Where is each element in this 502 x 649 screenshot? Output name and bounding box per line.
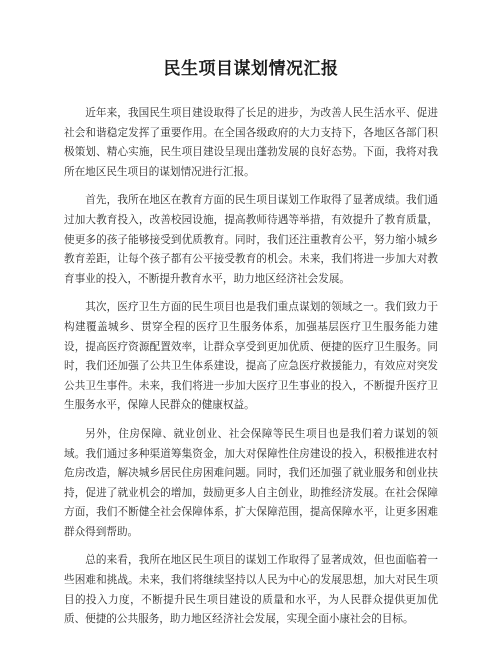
paragraph-intro: 近年来，我国民生项目建设取得了长足的进步，为改善人民生活水平、促进社会和谐稳定发挥了重要作用。在全国各级政府的大力支持下，各地区各部门积极策划、精心实施，民生项目建设呈现出蓬勃发展的良好态势。下面，我将对我所在地区民生项目的谋划情况进行汇报。 (64, 107, 438, 178)
paragraph-housing-employment: 另外，住房保障、就业创业、社会保障等民生项目也是我们着力谋划的领域。我们通过多种渠道筹集资金，加大对保障性住房建设的投入，积极推进农村危房改造，解决城乡居民住房困难问题。同时，我们还加强了就业服务和创业扶持，促进了就业机会的增加，鼓励更多人自主创业，助推经济发展。在社会保障方面，我们不断健全社会保障体系，扩大保障范围，提高保障水平，让更多困难群众得到帮助。 (64, 427, 438, 538)
paragraph-education: 首先，我所在地区在教育方面的民生项目谋划工作取得了显著成绩。我们通过加大教育投入，改善校园设施，提高教师待遇等举措，有效提升了教育质量，使更多的孩子能够接受到优质教育。同时，我们还注重教育公平，努力缩小城乡教育差距，让每个孩子都有公平接受教育的机会。未来，我们将进一步加大对教育事业的投入，不断提升教育水平，助力地区经济社会发展。 (64, 194, 438, 285)
paragraph-summary: 总的来看，我所在地区民生项目的谋划工作取得了显著成效，但也面临着一些困难和挑战。未来，我们将继续坚持以人民为中心的发展思想，加大对民生项目的投入力度，不断提升民生项目建设的质量和水平，为人民群众提供更加优质、便捷的公共服务，助力地区经济社会发展，实现全面小康社会的目标。 (64, 554, 438, 626)
document-title: 民生项目谋划情况汇报 (163, 59, 339, 79)
paragraph-healthcare: 其次，医疗卫生方面的民生项目也是我们重点谋划的领域之一。我们致力于构建覆盖城乡、贯穿全程的医疗卫生服务体系，加强基层医疗卫生服务能力建设，提高医疗资源配置效率，让群众享受到更加优质、便捷的医疗卫生服务。同时，我们还加强了公共卫生体系建设，提高了应急医疗救援能力，有效应对突发公共卫生事件。未来，我们将进一步加大医疗卫生事业的投入，不断提升医疗卫生服务水平，保障人民群众的健康权益。 (64, 301, 438, 412)
